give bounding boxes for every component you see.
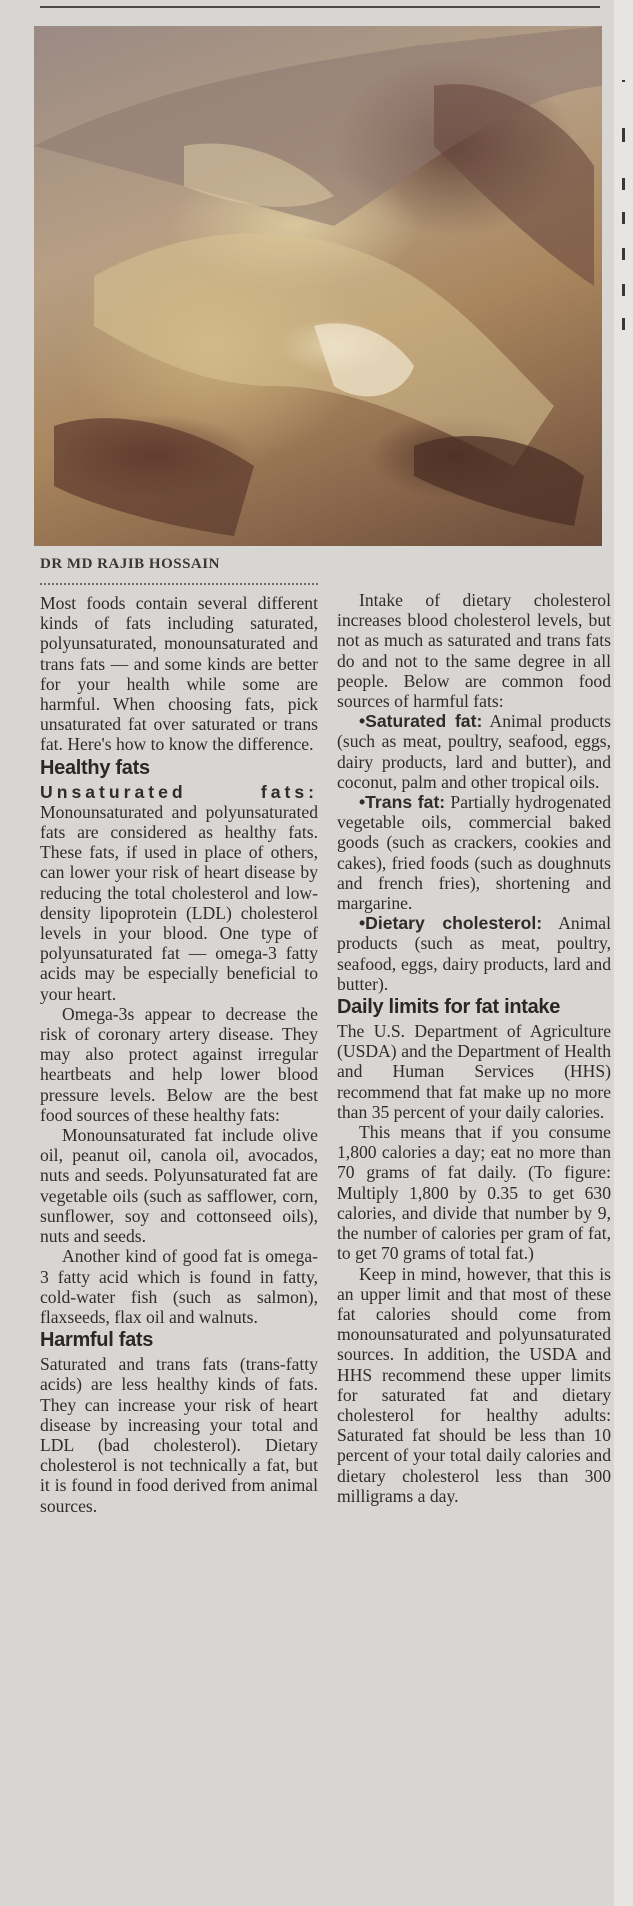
dietary-cholesterol-sources: [337, 913, 611, 994]
daily-limits-heading: Daily limits for fat intake: [337, 996, 561, 1019]
usda-recommendation-paragraph: The U.S. Department of Agriculture (USDA) and the Department of Health and Human Services (HHS) recommend that fat make up no more than 35 percent of your daily calories.: [337, 1021, 611, 1122]
harmful-fats-heading: Harmful fats: [40, 1329, 154, 1352]
article-column-right: [337, 548, 611, 1506]
unsaturated-fats-paragraph: [40, 782, 318, 1004]
trans-fat-lead: •Trans fat:: [359, 792, 446, 813]
saturated-fat-lead: •Saturated fat:: [359, 711, 483, 732]
dietary-cholesterol-lead: •Dietary cholesterol:: [359, 913, 543, 934]
monounsaturated-paragraph: Monounsaturated fat include olive oil, peanut oil, canola oil, avocados, nuts and seeds. Polyunsaturated fat are vegetable oils (such as safflower, corn, sunflower, soy and cottonseed oils), nuts and seeds.: [40, 1125, 318, 1247]
trans-fat-text: Partially hydrogenated vegetable oils, commercial baked goods (such as crackers, cookies and cakes), fried foods (such as doughnuts and french fries), shortening and margarine.: [337, 792, 611, 914]
upper-limits-paragraph: Keep in mind, however, that this is an upper limit and that most of these fat calories should come from monounsaturated and polyunsaturated sources. In addition, the USDA and HHS recommend these upper limits for saturated fat and dietary cholesterol for healthy adults: Saturated fat should be less than 10 percent of your total daily calories and dietary cholesterol less than 300 milligrams a day.: [337, 1263, 611, 1506]
healthy-fats-heading: Healthy fats: [40, 756, 150, 779]
article-column-left: [40, 556, 318, 1516]
omega3-paragraph: Omega-3s appear to decrease the risk of coronary artery disease. They may also protect against irregular heartbeats and help lower blood pressure levels. Below are the best food sources of these healthy fats:: [40, 1003, 318, 1125]
adjacent-column-edge: [614, 0, 633, 1906]
byline: DR MD RAJIB HOSSAIN: [40, 556, 220, 572]
food-photo: [34, 26, 602, 546]
unsaturated-fats-text: Monounsaturated and polyunsaturated fats are considered as healthy fats. These fats, if used in place of others, can lower your risk of heart disease by reducing the total cholesterol and low-density lipoprotein (LDL) cholesterol levels in your blood. One type of polyunsaturated fat — omega-3 fatty acids may be especially beneficial to your heart.: [40, 801, 318, 1004]
intro-paragraph: Most foods contain several different kinds of fats including saturated, polyunsaturated, monounsaturated and trans fats — and some kinds are better for your health while some are harmful. When choosing fats, pick unsaturated fat over saturated or trans fat. Here's how to know the difference.: [40, 593, 318, 755]
saturated-fat-sources: [337, 711, 611, 792]
unsaturated-fats-lead: Unsaturated fats:: [40, 781, 318, 802]
omega3-sources-paragraph: Another kind of good fat is omega-3 fatty acid which is found in fatty, cold-water fish (such as salmon), flaxseeds, flax oil and walnuts.: [40, 1246, 318, 1327]
top-rule: [40, 6, 600, 8]
dietary-cholesterol-text: Animal products (such as meat, poultry, seafood, eggs, dairy products, lard and butter).: [337, 913, 611, 994]
byline-divider: [40, 579, 318, 585]
calorie-example-paragraph: This means that if you consume 1,800 calories a day; eat no more than 70 grams of fat daily. (To figure: Multiply 1,800 by 0.35 to get 630 calories, and divide that number by 9, the number of calories per gram of fat, to get 70 grams of total fat.): [337, 1122, 611, 1264]
dietary-cholesterol-intake-paragraph: Intake of dietary cholesterol increases blood cholesterol levels, but not as much as saturated and trans fats do and not to the same degree in all people. Below are common food sources of harmful fats:: [337, 590, 611, 712]
saturated-fat-text: Animal products (such as meat, poultry, seafood, eggs, dairy products, lard and butter), and coconut, palm and other tropical oils.: [337, 711, 612, 792]
harmful-fats-paragraph: Saturated and trans fats (trans-fatty acids) are less healthy kinds of fats. They can increase your risk of heart disease by increasing your total and LDL (bad cholesterol). Dietary cholesterol is not technically a fat, but it is found in food derived from animal sources.: [40, 1354, 318, 1516]
trans-fat-sources: [337, 792, 611, 913]
